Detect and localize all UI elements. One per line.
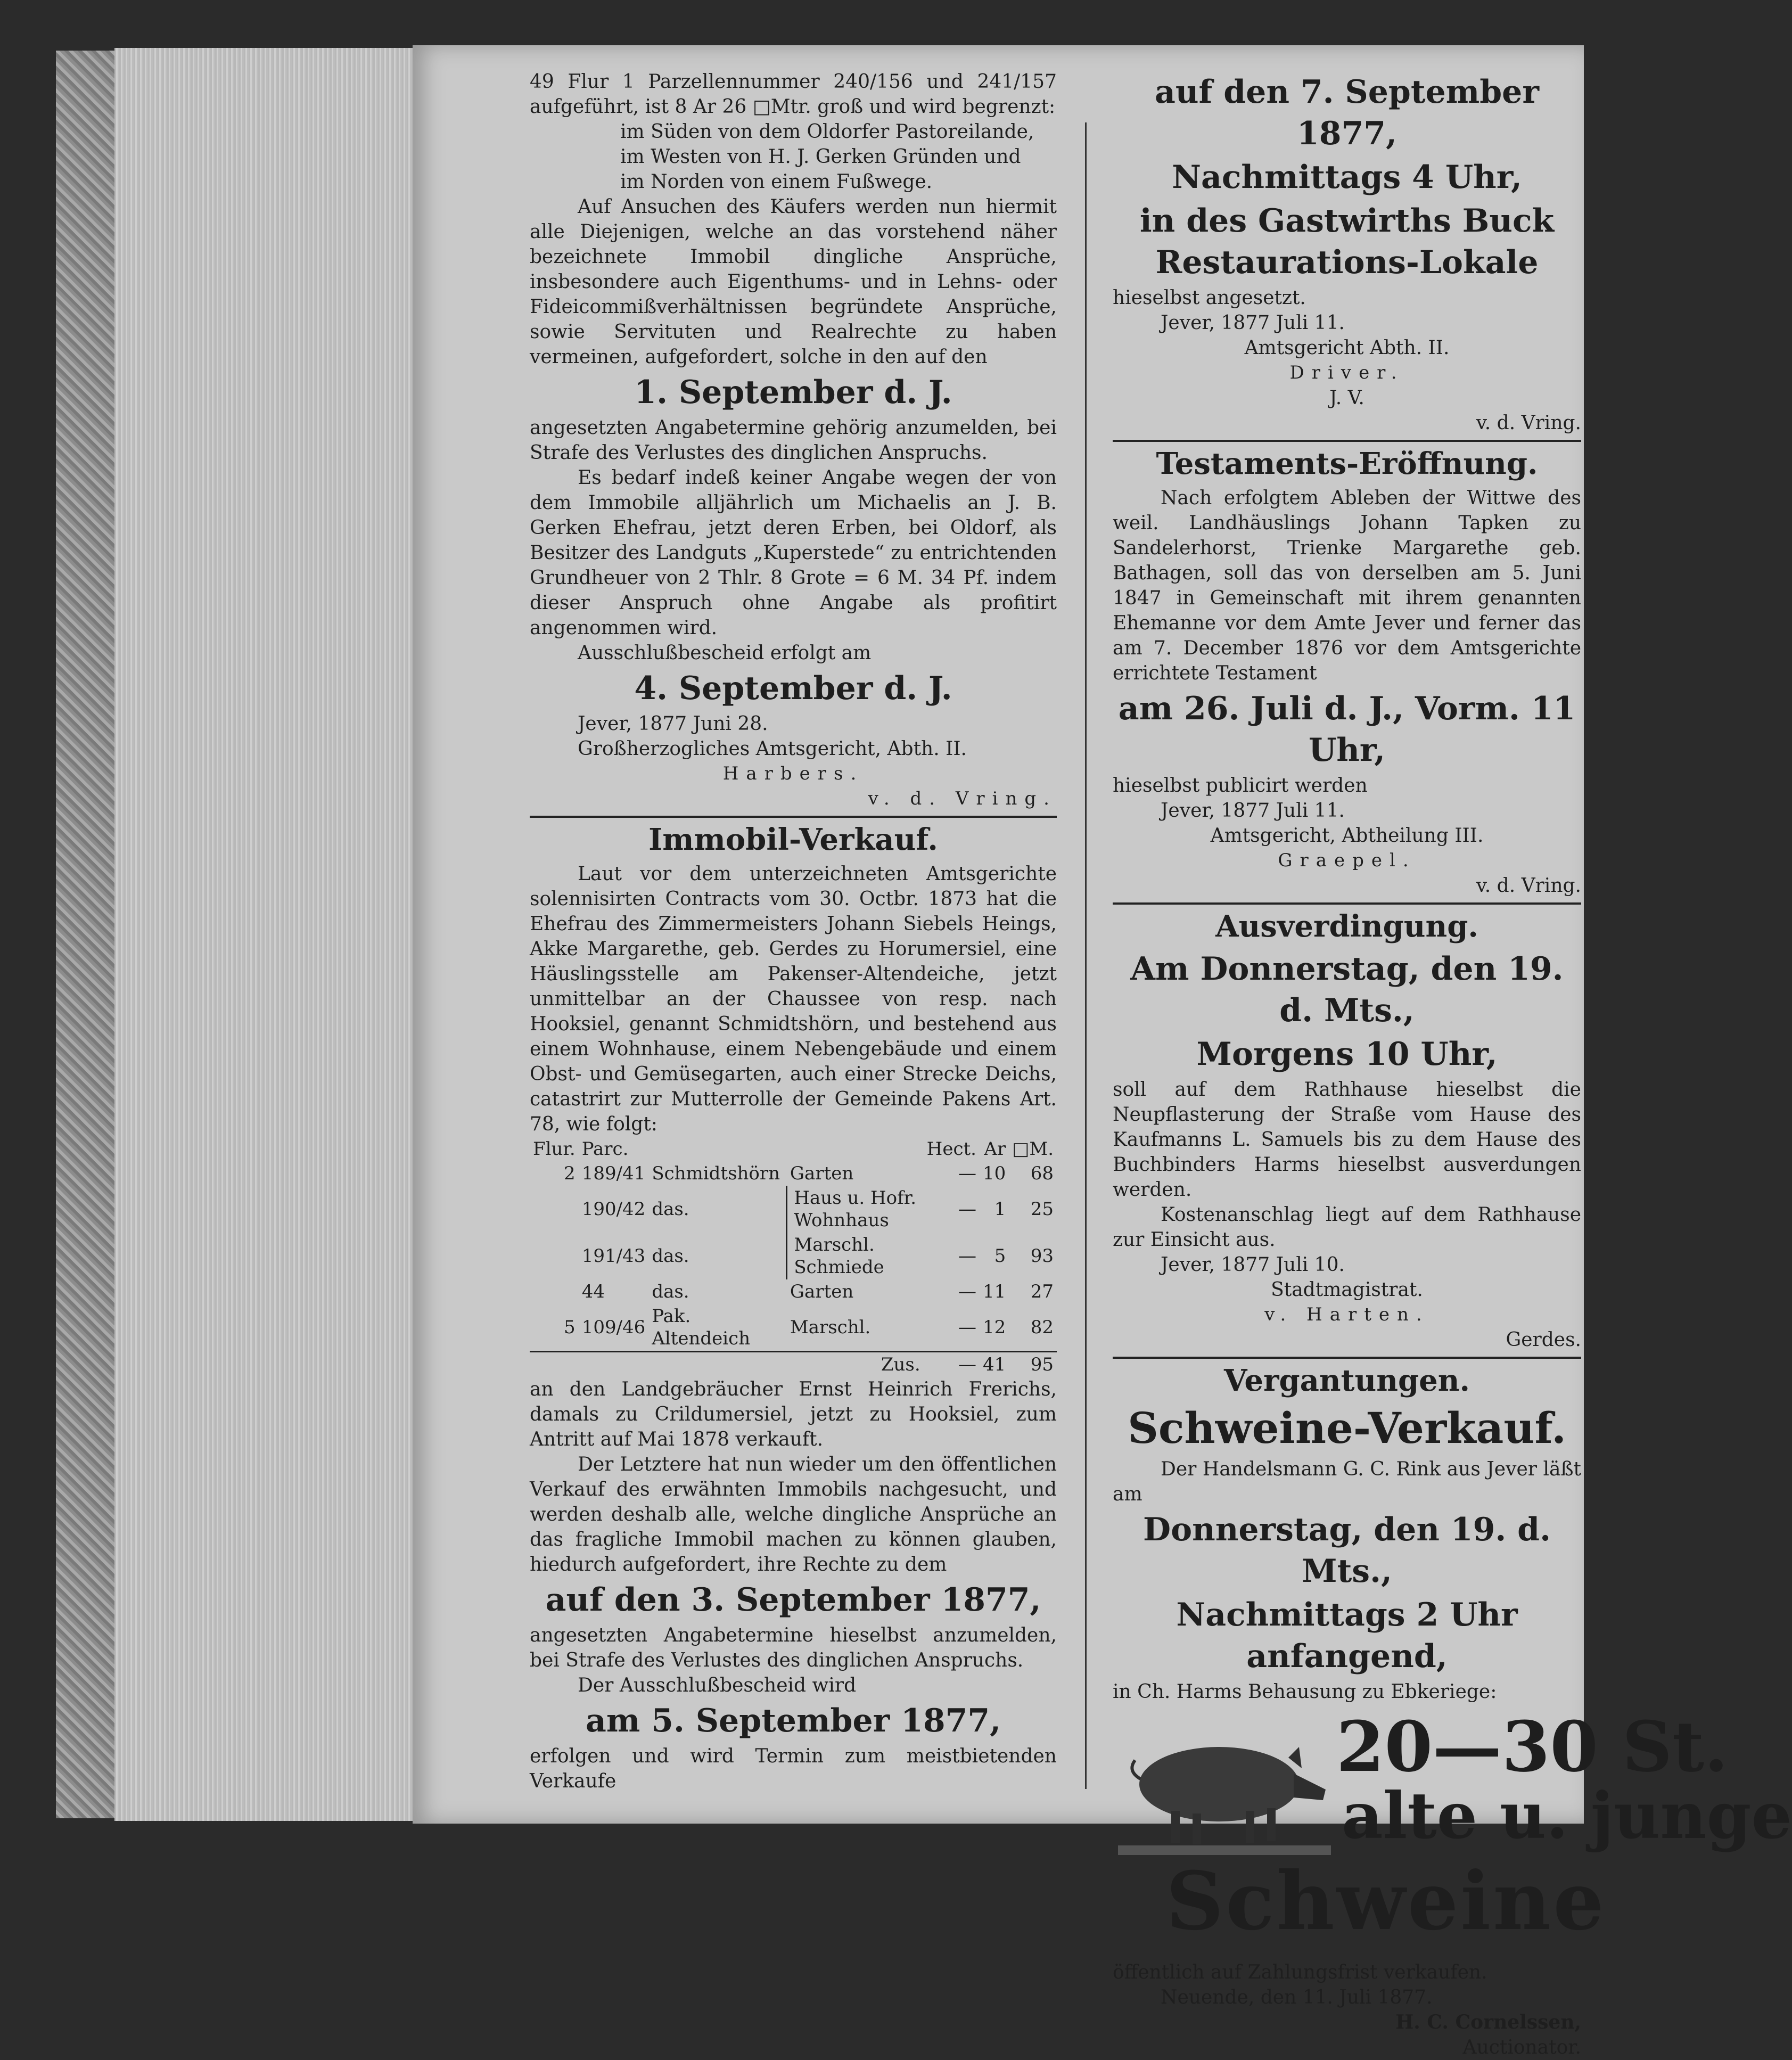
cell-use: Marschl. bbox=[790, 1317, 871, 1338]
column-divider bbox=[1085, 122, 1087, 1789]
contract-paragraph: soll auf dem Rathhause hieselbst die Neupflasterung der Straße vom Hause des Kaufmanns L. Samuels bis zu dem Hause des Buchbinders Harms hieselbst ausverdungen werden. bbox=[1113, 1079, 1581, 1201]
cell-flur bbox=[530, 1279, 579, 1304]
clerk-4: Gerdes. bbox=[1506, 1329, 1581, 1351]
date-top: auf den 7. September 1877, bbox=[1155, 73, 1539, 152]
table-row bbox=[530, 1304, 1057, 1352]
cell-parc: 190/42 bbox=[581, 1199, 646, 1220]
cell-ar: 10 bbox=[982, 1163, 1006, 1184]
separator-rule bbox=[1113, 1357, 1581, 1359]
contract-time: Morgens 10 Uhr, bbox=[1196, 1036, 1498, 1073]
estimate-text: Kostenanschlag liegt auf dem Rathhause zur Einsicht aus. bbox=[1113, 1204, 1581, 1251]
cell-place: das. bbox=[652, 1199, 689, 1220]
court-3: Amtsgericht, Abtheilung III. bbox=[1210, 825, 1484, 847]
cell-place: Schmidtshörn bbox=[652, 1163, 780, 1184]
table-header: Hect. bbox=[926, 1138, 976, 1160]
sum-ar: 41 bbox=[980, 1352, 1009, 1377]
signer-4: v. Harten. bbox=[1264, 1304, 1429, 1325]
table-header bbox=[648, 1137, 787, 1161]
date-1-follow: angesetzten Angabetermine gehörig anzumelden, bei Strafe des Verlustes des dinglichen Anspruchs. bbox=[530, 417, 1057, 464]
buyer-paragraph: an den Landgebräucher Ernst Heinrich Frerichs, damals zu Crildumersiel, jetzt zu Hooksiel, zum Antritt auf Mai 1878 verkauft. bbox=[530, 1378, 1057, 1450]
cell-use: Garten bbox=[790, 1281, 854, 1302]
table-header-row bbox=[530, 1137, 1057, 1161]
time-top: Nachmittags 4 Uhr, bbox=[1172, 159, 1522, 196]
pig-word: Schweine bbox=[1166, 1854, 1606, 1948]
cell-flur bbox=[530, 1233, 579, 1279]
court-1: Großherzogliches Amtsgericht, Abth. II. bbox=[578, 738, 967, 760]
final-text: erfolgen und wird Termin zum meistbietenden Verkaufe bbox=[530, 1745, 1057, 1792]
pig-count: 20—30 St. bbox=[1336, 1706, 1729, 1787]
table-sum-row bbox=[530, 1352, 1057, 1377]
cell-parc: 44 bbox=[581, 1281, 605, 1302]
table-header: Ar bbox=[984, 1138, 1006, 1160]
date-3: auf den 3. September 1877, bbox=[545, 1581, 1041, 1619]
table-header: Flur. bbox=[533, 1138, 576, 1160]
clerk-1: v. d. Vring. bbox=[868, 788, 1057, 809]
pig-time: Nachmittags 2 Uhr anfangend, bbox=[1176, 1596, 1518, 1675]
cell-place: Pak. Altendeich bbox=[652, 1306, 751, 1349]
place-top: in des Gastwirths Buck Restaurations-Lokale bbox=[1139, 202, 1555, 281]
auctioneer-title: Auctionator. bbox=[1462, 2037, 1581, 2058]
set-text: hieselbst angesetzt. bbox=[1113, 287, 1306, 309]
cell-use: Marschl. Schmiede bbox=[787, 1233, 924, 1279]
cell-parc: 109/46 bbox=[581, 1317, 646, 1338]
pig-illustration-icon bbox=[1113, 1726, 1336, 1864]
table-row bbox=[530, 1161, 1057, 1186]
cell-parc: 189/41 bbox=[581, 1163, 646, 1184]
clerk-3: v. d. Vring. bbox=[1476, 875, 1581, 897]
pig-intro: Der Handelsmann G. C. Rink aus Jever läßt am bbox=[1113, 1458, 1581, 1505]
cell-flur: 2 bbox=[564, 1163, 576, 1184]
magistrate: Stadtmagistrat. bbox=[1271, 1279, 1423, 1301]
pig-age: alte u. junge bbox=[1342, 1778, 1792, 1853]
signer-1: Harbers. bbox=[722, 763, 864, 784]
right-column bbox=[1113, 69, 1792, 2060]
call-paragraph: Auf Ansuchen des Käufers werden nun hiermit alle Diejenigen, welche an das vorstehend näher bezeichnete Immobil dingliche Ansprüche, insbesondere auch Eigenthums- und in Lehns- oder Fideicommißverhältnissen begründete Ansprüche, sowie Servituten und Realrechte zu haben vermeinen, aufgefordert, solche in den auf den bbox=[530, 196, 1057, 368]
cell-flur: 5 bbox=[564, 1317, 576, 1338]
separator-rule bbox=[1113, 902, 1581, 905]
left-column bbox=[530, 69, 1057, 1794]
cell-ar: 11 bbox=[982, 1281, 1006, 1302]
cell-use: Haus u. Hofr. Wohnhaus bbox=[787, 1186, 924, 1233]
contract-heading: Ausverdingung. bbox=[1215, 909, 1478, 944]
cell-hect: — bbox=[958, 1245, 976, 1267]
place-date-2: Jever, 1877 Juli 11. bbox=[1161, 312, 1345, 334]
place-date-1: Jever, 1877 Juni 28. bbox=[578, 713, 768, 735]
sum-label: Zus. bbox=[787, 1352, 924, 1377]
cell-hect: — bbox=[958, 1199, 976, 1220]
separator-rule bbox=[530, 816, 1057, 818]
request-paragraph: Der Letztere hat nun wieder um den öffentlichen Verkauf des erwähnten Immobils nachgesucht, und werden deshalb alle, welche dingliche Ansprüche an das fragliche Immobil machen zu können glauben, hiedurch aufgefordert, ihre Rechte zu dem bbox=[530, 1454, 1057, 1575]
date-3-follow: angesetzten Angabetermine hieselbst anzumelden, bei Strafe des Verlustes des dinglichen Anspruchs. bbox=[530, 1624, 1057, 1671]
cell-place: das. bbox=[652, 1245, 689, 1267]
pig-sale-heading: Schweine-Verkauf. bbox=[1128, 1403, 1566, 1453]
pig-date: Donnerstag, den 19. d. Mts., bbox=[1143, 1511, 1551, 1590]
cell-qm: 93 bbox=[1030, 1245, 1054, 1267]
testament-date: am 26. Juli d. J., Vorm. 11 Uhr, bbox=[1118, 690, 1576, 769]
cell-qm: 82 bbox=[1030, 1317, 1054, 1338]
cell-flur bbox=[530, 1186, 579, 1233]
pig-place: in Ch. Harms Behausung zu Ebkeriege: bbox=[1113, 1681, 1497, 1703]
table-header: □M. bbox=[1012, 1138, 1054, 1160]
cell-qm: 27 bbox=[1030, 1281, 1054, 1302]
verdict-intro: Ausschlußbescheid erfolgt am bbox=[578, 642, 872, 664]
bound-south: im Süden von dem Oldorfer Pastoreilande, bbox=[620, 121, 1034, 143]
signer-3: Graepel. bbox=[1278, 850, 1416, 871]
cell-use: Garten bbox=[790, 1163, 854, 1184]
auctioneer: H. C. Cornelssen, bbox=[1395, 2011, 1581, 2033]
testament-heading: Testaments-Eröffnung. bbox=[1156, 446, 1538, 481]
cell-ar: 1 bbox=[994, 1199, 1006, 1220]
book-spine bbox=[56, 51, 117, 1818]
signer-2b: J. V. bbox=[1329, 387, 1364, 409]
testament-paragraph: Nach erfolgtem Ableben der Wittwe des weil. Landhäuslings Johann Tapken zu Sandelerhorst, Trienke Margarethe geb. Bathagen, soll das von derselben am 5. Juni 1847 in Gemeinschaft mit ihrem genannten Ehemanne vor dem Amte Jever und ferner das am 7. December 1876 vor dem Amtsgerichte errichtete Testament bbox=[1113, 487, 1581, 684]
date-2: 4. September d. J. bbox=[634, 670, 952, 707]
cell-parc: 191/43 bbox=[581, 1245, 646, 1267]
court-2: Amtsgericht Abth. II. bbox=[1244, 337, 1450, 359]
bound-north: im Norden von einem Fußwege. bbox=[620, 171, 933, 193]
cell-ar: 5 bbox=[994, 1245, 1006, 1267]
date-1: 1. September d. J. bbox=[634, 374, 952, 411]
contract-date: Am Donnerstag, den 19. d. Mts., bbox=[1130, 950, 1564, 1029]
table-header bbox=[787, 1137, 924, 1161]
clerk-2: v. d. Vring. bbox=[1476, 412, 1581, 434]
date-4: am 5. September 1877, bbox=[585, 1702, 1001, 1739]
parcel-table bbox=[530, 1137, 1057, 1377]
table-row bbox=[530, 1279, 1057, 1304]
cell-hect: — bbox=[958, 1317, 976, 1338]
cell-place: das. bbox=[652, 1281, 689, 1302]
cell-hect: — bbox=[958, 1281, 976, 1302]
table-row bbox=[530, 1233, 1057, 1279]
cell-ar: 12 bbox=[982, 1317, 1006, 1338]
place-date-4: Jever, 1877 Juli 10. bbox=[1161, 1254, 1345, 1276]
sum-hect: — bbox=[924, 1352, 980, 1377]
cell-qm: 68 bbox=[1030, 1163, 1054, 1184]
sale-heading: Immobil-Verkauf. bbox=[648, 822, 938, 857]
sum-qm: 95 bbox=[1009, 1352, 1057, 1377]
pig-advert bbox=[1113, 1706, 1792, 1960]
intro-text: 49 Flur 1 Parzellennummer 240/156 und 241/157 aufgeführt, ist 8 Ar 26 □Mtr. groß und wird begrenzt: bbox=[530, 71, 1057, 118]
exception-paragraph: Es bedarf indeß keiner Angabe wegen der von dem Immobile alljährlich um Michaelis an J. B. Gerken Ehefrau, jetzt deren Erben, bei Oldorf, als Besitzer des Landguts „Kuperstede“ zu entrichtenden Grundheuer von 2 Thlr. 8 Grote = 6 M. 34 Pf. indem dieser Anspruch ohne Angabe als profitirt angenommen wird. bbox=[530, 467, 1057, 639]
cell-qm: 25 bbox=[1030, 1199, 1054, 1220]
place-date-5: Neuende, den 11. Juli 1877. bbox=[1161, 1987, 1433, 2008]
separator-rule bbox=[1113, 440, 1581, 442]
verdict-2-intro: Der Ausschlußbescheid wird bbox=[578, 1675, 857, 1696]
sale-paragraph: Laut vor dem unterzeichneten Amtsgerichte solennisirten Contracts vom 30. Octbr. 1873 hat die Ehefrau des Zimmermeisters Johann Siebels Heings, Akke Margarethe, geb. Gerdes zu Horumersiel, eine Häuslingsstelle am Pakenser-Altendeiche, jetzt unmittelbar an der Chaussee von resp. nach Hooksiel, genannt Schmidtshörn, und bestehend aus einem Wohnhause, einem Nebengebäude und einem Obst- und Gemüsegarten, auch einer Strecke Deichs, catastrirt zur Mutterrolle der Gemeinde Pakens Art. 78, wie folgt: bbox=[530, 863, 1057, 1135]
pig-terms: öffentlich auf Zahlungsfrist verkaufen. bbox=[1113, 1961, 1487, 1983]
bound-west: im Westen von H. J. Gerken Gründen und bbox=[620, 146, 1021, 168]
page-edges bbox=[114, 48, 414, 1821]
testament-follow: hieselbst publicirt werden bbox=[1113, 775, 1368, 797]
auction-heading: Vergantungen. bbox=[1224, 1363, 1470, 1398]
place-date-3: Jever, 1877 Juli 11. bbox=[1161, 800, 1345, 822]
cell-hect: — bbox=[958, 1163, 976, 1184]
signer-2: Driver. bbox=[1289, 362, 1404, 383]
table-row bbox=[530, 1186, 1057, 1233]
table-header: Parc. bbox=[581, 1138, 629, 1160]
